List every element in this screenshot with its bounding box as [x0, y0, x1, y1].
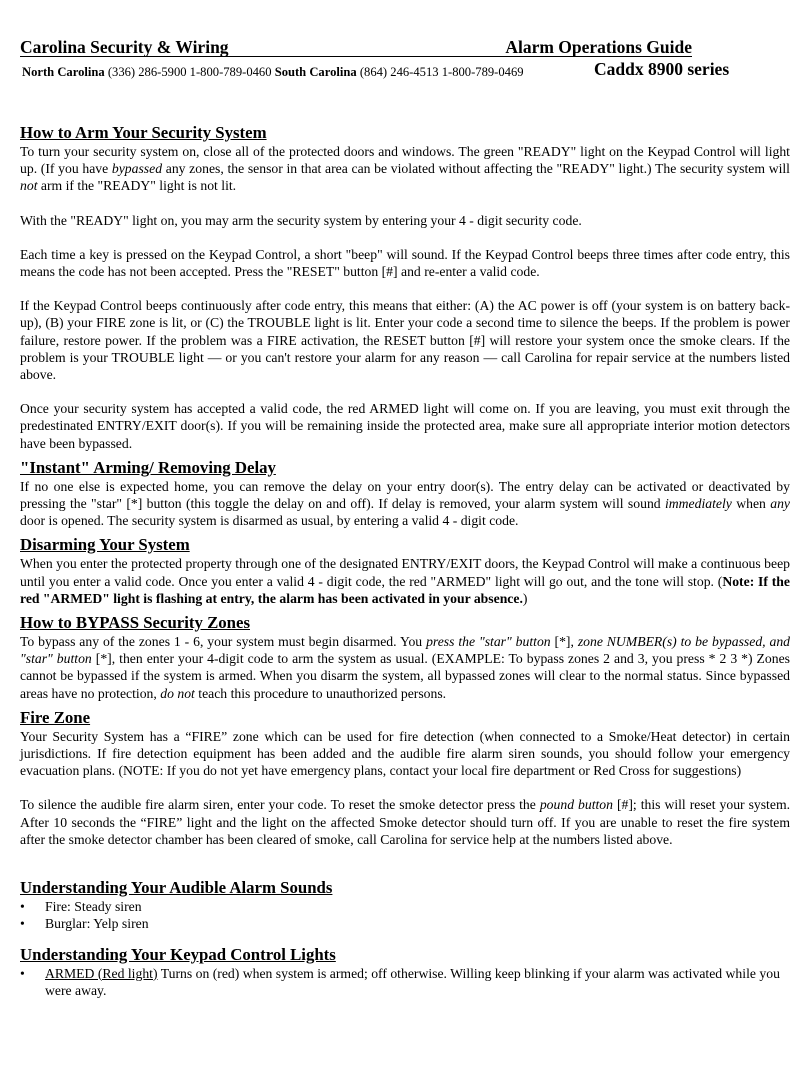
section-title-lights: Understanding Your Keypad Control Lights	[20, 944, 336, 964]
sc-label: South Carolina	[274, 65, 357, 79]
sounds-list	[20, 898, 790, 932]
list-item: • ARMED (Red light) Turns on (red) when system is armed; off otherwise. Willing keep blinking if your alarm was activated while you were away.	[20, 965, 780, 998]
section-fire	[20, 708, 790, 848]
nc-label: North Carolina	[22, 65, 105, 79]
section-title-arm: How to Arm Your Security System	[20, 123, 267, 142]
header-title-row	[20, 36, 692, 57]
section-title-fire: Fire Zone	[20, 707, 91, 727]
section-title-disarm: Disarming Your System	[20, 535, 190, 555]
header-phones	[20, 57, 790, 83]
phone-line	[22, 65, 524, 80]
section-title-bypass: How to BYPASS Security Zones	[20, 613, 250, 633]
section-sounds	[20, 878, 790, 932]
section-instant	[20, 458, 790, 530]
section-lights	[20, 945, 790, 999]
sc-phones: (864) 246-4513 1-800-789-0469	[356, 65, 524, 79]
model-series: Caddx 8900 series	[594, 59, 730, 79]
list-item: • Burglar: Yelp siren	[20, 916, 149, 932]
bullet: •	[20, 899, 25, 915]
section-title-sounds: Understanding Your Audible Alarm Sounds	[20, 878, 333, 898]
section-arm	[20, 123, 790, 452]
section-disarm	[20, 535, 790, 607]
company-name: Carolina Security & Wiring	[20, 37, 229, 57]
fire-paragraph-2: To silence the audible fire alarm siren, enter your code. To reset the smoke detector press the pound button [#]; this will reset your system. After 10 seconds the “FIRE” light and the light on the affected Smoke detector should turn off. If you are unable to reset the fire system after the smoke detector chamber has been cleared of smoke, call Carolina for service help at the numbers listed above.	[20, 797, 791, 847]
section-title-instant: "Instant" Arming/ Removing Delay	[20, 457, 276, 477]
bullet: •	[20, 965, 25, 981]
disarm-paragraph: When you enter the protected property through one of the designated ENTRY/EXIT doors, the Keypad Control will make a continuous beep until you enter a valid code. Once you enter a valid 4 - digit code, the red "ARMED" light will go out, and the tone will stop. (Note: If the red "ARMED" light is flashing at entry, the alarm has been activated in your absence.)	[20, 556, 790, 606]
nc-phones: (336) 286-5900 1-800-789-0460	[104, 65, 275, 79]
fire-paragraph-1: Your Security System has a “FIRE” zone which can be used for fire detection (when connected to a Smoke/Heat detector) in certain jurisdictions. If fire detection equipment has been added and the audible fire alarm siren sounds, you should follow your emergency evacuation plans. (NOTE: If you do not yet have emergency plans, contact your local fire department or Red Cross for suggestions)	[20, 728, 790, 779]
section-bypass	[20, 613, 790, 702]
arm-paragraph-2: With the "READY" light on, you may arm the security system by entering your 4 - digit security code.	[20, 212, 582, 228]
bullet: •	[20, 916, 25, 932]
arm-paragraph-3: Each time a key is pressed on the Keypad Control, a short "beep" will sound. If the Keypad Control beeps three times after code entry, this means the code has not been accepted. Press the "RESET" button [#] and re-enter a valid code.	[20, 246, 790, 280]
armed-light-label: ARMED (Red light)	[45, 965, 158, 981]
arm-paragraph-5: Once your security system has accepted a valid code, the red ARMED light will come on. If you are leaving, you must exit through the predestinated ENTRY/EXIT door(s). If you will be remaining inside the protected area, make sure all appropriate interior motion detectors have been bypassed.	[20, 401, 790, 451]
arm-paragraph-1: To turn your security system on, close all of the protected doors and windows. The green "READY" light on the Keypad Control will light up. (If you have bypassed any zones, the sensor in that area can be violated without affecting the "READY" light.) The security system will not arm if the "READY" light is not lit.	[20, 144, 790, 194]
guide-title: Alarm Operations Guide	[505, 37, 692, 57]
instant-paragraph: If no one else is expected home, you can remove the delay on your entry door(s). The entry delay can be activated or deactivated by pressing the "star" [*] button (this toggle the delay on and off). If delay is removed, your alarm system will sound immediately when any door is opened. The security system is disarmed as usual, by entering a valid 4 - digit code.	[20, 478, 790, 529]
arm-paragraph-4: If the Keypad Control beeps continuously after code entry, this means that either: (A) the AC power is off (your system is on battery back-up), (B) your FIRE zone is lit, or (C) the TROUBLE light is lit. Enter your code a second time to silence the beeps. If the problem is power failure, restore power. If the problem was a FIRE activation, the RESET button [#] will restore your system once the smoke clears. If the problem is your TROUBLE light — or you can't restore your alarm for any reason — call Carolina for repair service at the numbers listed above.	[20, 298, 790, 383]
bypass-paragraph: To bypass any of the zones 1 - 6, your system must begin disarmed. You press the "star" button [*], zone NUMBER(s) to be bypassed, and "star" button [*], then enter your 4-digit code to arm the system as usual. (EXAMPLE: To bypass zones 2 and 3, you press * 2 3 *) Zones cannot be bypassed if the system is armed. When you disarm the system, all bypassed zones will clear to the normal status. Since bypassed areas have no protection, do not teach this procedure to unauthorized persons.	[20, 634, 791, 701]
list-item: • Fire: Steady siren	[20, 899, 142, 915]
document-page	[20, 36, 790, 999]
lights-list	[20, 965, 790, 999]
